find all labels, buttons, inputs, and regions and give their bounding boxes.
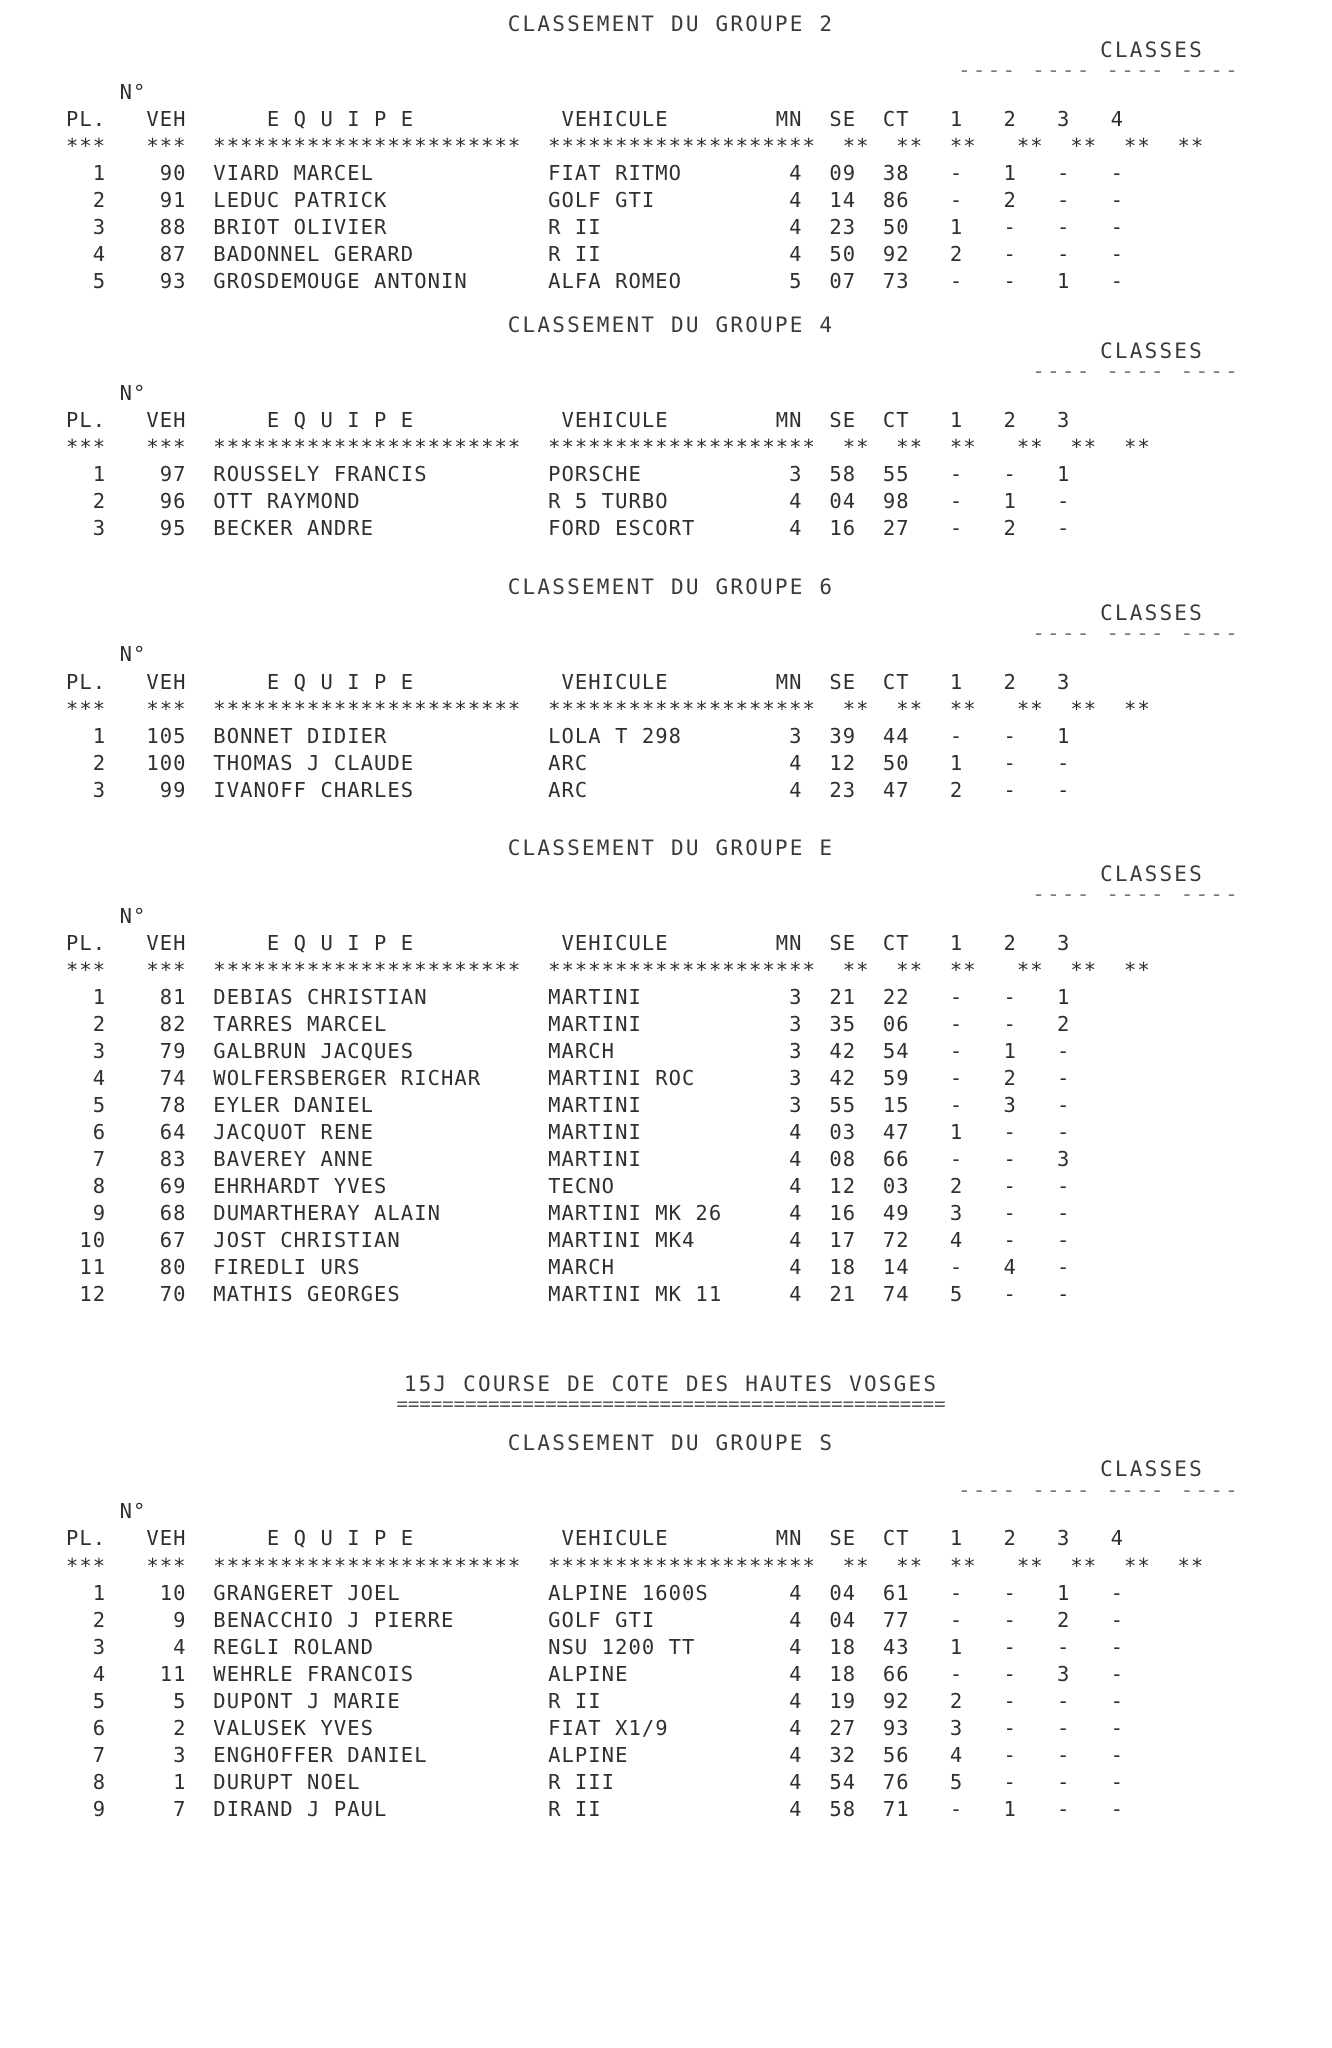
table-row: 8 1 DURUPT NOEL R III 4 54 76 5 - - - xyxy=(66,1769,1124,1794)
section-groupe-2 xyxy=(0,0,1332,295)
table-header: PL. VEH E Q U I P E VEHICULE MN SE CT 1 2 3 xyxy=(66,930,1071,955)
table-row: 5 78 EYLER DANIEL MARTINI 3 55 15 - 3 - xyxy=(66,1093,1071,1118)
table-row: 10 67 JOST CHRISTIAN MARTINI MK4 4 17 72 4 - - xyxy=(66,1228,1071,1253)
table-row: 3 99 IVANOFF CHARLES ARC 4 23 47 2 - - xyxy=(66,777,1071,802)
classes-label: CLASSES xyxy=(1100,861,1204,886)
section-groupe-6 xyxy=(0,549,1332,804)
section-title: CLASSEMENT DU GROUPE 4 xyxy=(507,313,835,338)
section-groupe-4 xyxy=(0,301,1332,542)
table-row: 3 4 REGLI ROLAND NSU 1200 TT 4 18 43 1 - - - xyxy=(66,1634,1124,1659)
table-header: PL. VEH E Q U I P E VEHICULE MN SE CT 1 2 3 4 xyxy=(66,1526,1124,1551)
classes-label: CLASSES xyxy=(1100,1457,1204,1482)
n-veh-label: N° xyxy=(66,381,147,406)
classes-label: CLASSES xyxy=(1100,600,1204,625)
table-header-rule: *** *** *********************** ******************** ** ** ** ** ** ** xyxy=(66,696,1151,721)
table-header-rule: *** *** *********************** ******************** ** ** ** ** ** ** ** xyxy=(66,1553,1205,1578)
table-row: 12 70 MATHIS GEORGES MARTINI MK 11 4 21 74 5 - - xyxy=(66,1282,1071,1307)
table-row: 6 2 VALUSEK YVES FIAT X1/9 4 27 93 3 - - - xyxy=(66,1715,1124,1740)
table-row: 2 82 TARRES MARCEL MARTINI 3 35 06 - - 2 xyxy=(66,1011,1071,1036)
event-header xyxy=(0,1372,1332,1416)
table-row: 4 87 BADONNEL GERARD R II 4 50 92 2 - - - xyxy=(66,242,1124,267)
table-row: 3 88 BRIOT OLIVIER R II 4 23 50 1 - - - xyxy=(66,215,1124,240)
table-row: 7 83 BAVEREY ANNE MARTINI 4 08 66 - - 3 xyxy=(66,1147,1071,1172)
table-header: PL. VEH E Q U I P E VEHICULE MN SE CT 1 2 3 xyxy=(66,408,1071,433)
classes-rule: ---- ---- ---- xyxy=(1032,881,1240,906)
n-veh-label: N° xyxy=(66,903,147,928)
table-row: 6 64 JACQUOT RENE MARTINI 4 03 47 1 - - xyxy=(66,1120,1071,1145)
n-veh-label: N° xyxy=(66,1499,147,1524)
table-row: 7 3 ENGHOFFER DANIEL ALPINE 4 32 56 4 - - - xyxy=(66,1742,1124,1767)
table-row: 1 81 DEBIAS CHRISTIAN MARTINI 3 21 22 - - 1 xyxy=(66,984,1071,1009)
section-title: CLASSEMENT DU GROUPE 6 xyxy=(507,574,835,599)
table-row: 1 105 BONNET DIDIER LOLA T 298 3 39 44 - - 1 xyxy=(66,723,1071,748)
table-row: 3 95 BECKER ANDRE FORD ESCORT 4 16 27 - 2 - xyxy=(66,516,1071,541)
table-row: 2 91 LEDUC PATRICK GOLF GTI 4 14 86 - 2 - - xyxy=(66,188,1124,213)
table-row: 4 74 WOLFERSBERGER RICHAR MARTINI ROC 3 42 59 - 2 - xyxy=(66,1065,1071,1090)
table-row: 1 10 GRANGERET JOEL ALPINE 1600S 4 04 61 - - 1 - xyxy=(66,1580,1124,1605)
table-row: 2 96 OTT RAYMOND R 5 TURBO 4 04 98 - 1 - xyxy=(66,489,1071,514)
n-veh-label: N° xyxy=(66,79,147,104)
table-header-rule: *** *** *********************** ******************** ** ** ** ** ** ** xyxy=(66,435,1151,460)
table-row: 9 7 DIRAND J PAUL R II 4 58 71 - 1 - - xyxy=(66,1796,1124,1821)
classes-rule: ---- ---- ---- ---- xyxy=(957,1477,1240,1502)
section-groupe-s xyxy=(0,1419,1332,1823)
table-row: 9 68 DUMARTHERAY ALAIN MARTINI MK 26 4 16 49 3 - - xyxy=(66,1201,1071,1226)
table-row: 1 97 ROUSSELY FRANCIS PORSCHE 3 58 55 - - 1 xyxy=(66,462,1071,487)
table-header: PL. VEH E Q U I P E VEHICULE MN SE CT 1 2 3 4 xyxy=(66,106,1124,131)
table-row: 3 79 GALBRUN JACQUES MARCH 3 42 54 - 1 - xyxy=(66,1038,1071,1063)
table-row: 2 9 BENACCHIO J PIERRE GOLF GTI 4 04 77 - - 2 - xyxy=(66,1607,1124,1632)
section-title: CLASSEMENT DU GROUPE 2 xyxy=(507,12,835,36)
table-header-rule: *** *** *********************** ******************** ** ** ** ** ** ** ** xyxy=(66,134,1205,159)
classes-label: CLASSES xyxy=(1100,38,1204,62)
table-row: 5 93 GROSDEMOUGE ANTONIN ALFA ROMEO 5 07 73 - - 1 - xyxy=(66,269,1124,294)
table-row: 1 90 VIARD MARCEL FIAT RITMO 4 09 38 - 1 - - xyxy=(66,161,1124,186)
classes-rule: ---- ---- ---- xyxy=(1032,620,1240,645)
table-row: 11 80 FIREDLI URS MARCH 4 18 14 - 4 - xyxy=(66,1255,1071,1280)
table-header: PL. VEH E Q U I P E VEHICULE MN SE CT 1 2 3 xyxy=(66,669,1071,694)
classes-label: CLASSES xyxy=(1100,339,1204,364)
event-title-rule: ================================================ xyxy=(396,1393,946,1416)
table-row: 4 11 WEHRLE FRANCOIS ALPINE 4 18 66 - - 3 - xyxy=(66,1661,1124,1686)
table-row: 8 69 EHRHARDT YVES TECNO 4 12 03 2 - - xyxy=(66,1174,1071,1199)
section-groupe-e xyxy=(0,810,1332,1309)
classes-rule: ---- ---- ---- xyxy=(1032,359,1240,384)
n-veh-label: N° xyxy=(66,642,147,667)
event-title: 15J COURSE DE COTE DES HAUTES VOSGES xyxy=(403,1372,939,1397)
section-title: CLASSEMENT DU GROUPE E xyxy=(507,835,835,860)
table-row: 5 5 DUPONT J MARIE R II 4 19 92 2 - - - xyxy=(66,1688,1124,1713)
table-row: 2 100 THOMAS J CLAUDE ARC 4 12 50 1 - - xyxy=(66,750,1071,775)
classes-rule: ---- ---- ---- ---- xyxy=(957,58,1240,83)
table-header-rule: *** *** *********************** ******************** ** ** ** ** ** ** xyxy=(66,957,1151,982)
section-title: CLASSEMENT DU GROUPE S xyxy=(507,1431,835,1456)
